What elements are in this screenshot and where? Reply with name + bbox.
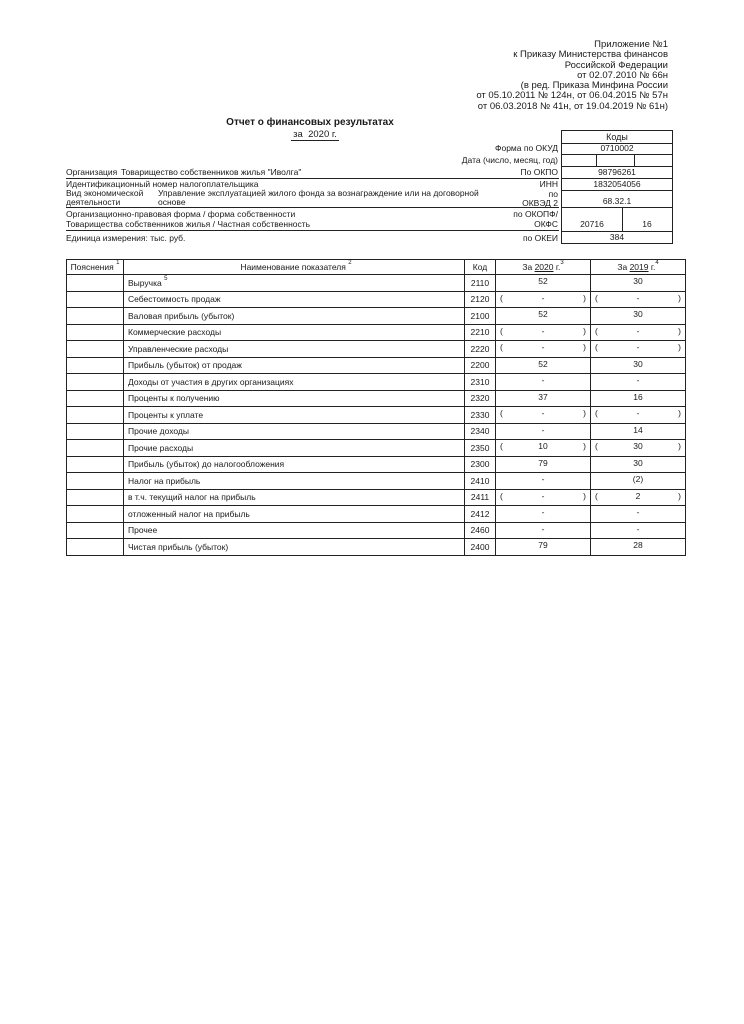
inn-label: ИНН [539,179,558,189]
row-previous-value: 30 [591,308,686,325]
row-notes [67,473,124,490]
okopf-label [470,209,558,229]
row-previous-value: - [591,506,686,523]
header-code: Код [465,260,496,275]
table-row [67,456,686,473]
row-previous-value: ( ) - [591,324,686,341]
row-notes [67,275,124,292]
row-code: 2210 [465,324,496,341]
row-code: 2200 [465,357,496,374]
appendix-line: Приложение №1 [594,39,668,50]
okud-code: 0710002 [561,143,673,155]
appendix-line: от 02.07.2010 № 66н [577,69,668,81]
okopf-label-line: ОКФС [534,219,558,229]
table-header-row [67,260,686,275]
row-previous-value: 30 [591,357,686,374]
row-code: 2120 [465,291,496,308]
codes-header: Коды [561,130,673,144]
table-row [67,506,686,523]
table-row [67,341,686,358]
row-name: Проценты к уплате [124,407,465,424]
legal-form-underline [66,230,559,231]
header-notes: Пояснения $^1$ [67,260,124,275]
row-current-value: - [496,423,591,440]
table-row [67,539,686,556]
row-name: отложенный налог на прибыль [124,506,465,523]
row-previous-value: (2) [591,473,686,490]
activity-label [66,189,143,207]
okei-label: по ОКЕИ [522,233,558,243]
row-notes [67,308,124,325]
row-code: 2220 [465,341,496,358]
row-notes [67,423,124,440]
okopf-okfs-code [561,208,673,232]
row-current-value: 79 [496,539,591,556]
activity-line: основе [158,197,186,207]
appendix-note [476,40,668,112]
appendix-line: Российской Федерации [564,59,668,71]
row-current-value: 52 [496,308,591,325]
activity-line: Управление эксплуатацией жилого фонда за вознаграждение или на договорной [158,188,479,198]
table-row [67,423,686,440]
row-code: 2460 [465,522,496,539]
row-name: Налог на прибыль [124,473,465,490]
row-current-value: 37 [496,390,591,407]
row-current-value: ( ) 10 [496,440,591,457]
okved-label-line: ОКВЭД 2 [522,198,558,208]
row-previous-value: - [591,374,686,391]
table-row [67,522,686,539]
row-name: Выручка $^5$ [124,275,465,292]
report-period [270,129,360,140]
table-row [67,324,686,341]
row-code: 2100 [465,308,496,325]
okved-label [470,190,558,208]
table-row [67,489,686,506]
row-name: Себестоимость продаж [124,291,465,308]
row-current-value: - [496,506,591,523]
row-notes [67,522,124,539]
table-row [67,440,686,457]
row-notes [67,357,124,374]
row-name: Валовая прибыль (убыток) [124,308,465,325]
unit-text: Единица измерения: тыс. руб. [66,233,186,243]
header-name: Наименование показателя $^2$ [124,260,465,275]
row-code: 2310 [465,374,496,391]
header-previous-year: За 2019 г.$^4$ [591,260,686,275]
okpo-code: 98796261 [561,167,673,179]
row-current-value: 52 [496,275,591,292]
row-previous-value: - [591,522,686,539]
row-notes [67,489,124,506]
row-name: Прочие доходы [124,423,465,440]
row-code: 2400 [465,539,496,556]
row-notes [67,390,124,407]
table-row [67,407,686,424]
row-name: Доходы от участия в других организациях [124,374,465,391]
row-code: 2320 [465,390,496,407]
row-name: Прочее [124,522,465,539]
row-previous-value: 28 [591,539,686,556]
row-code: 2410 [465,473,496,490]
appendix-line: от 05.10.2011 № 124н, от 06.04.2015 № 57н [476,90,668,102]
okpo-label: По ОКПО [520,167,558,177]
period-value: 2020 г. [308,129,337,140]
row-notes [67,324,124,341]
row-current-value: ( ) - [496,324,591,341]
row-current-value: 79 [496,456,591,473]
row-notes [67,291,124,308]
legal-form-value: Товарищества собственников жилья / Частная собственность [66,219,311,229]
activity-label-line: деятельности [66,197,121,207]
activity-value [158,189,479,207]
row-code: 2300 [465,456,496,473]
row-previous-value: ( ) 30 [591,440,686,457]
row-current-value: - [496,473,591,490]
row-code: 2350 [465,440,496,457]
financial-results-table [66,259,686,556]
period-prefix: за [293,129,303,140]
row-name: Управленческие расходы [124,341,465,358]
row-notes [67,374,124,391]
table-row [67,357,686,374]
appendix-line: от 06.03.2018 № 41н, от 19.04.2019 № 61н) [477,100,668,112]
table-row [67,291,686,308]
row-previous-value: 16 [591,390,686,407]
row-notes [67,456,124,473]
okved-label-line: по [548,189,558,199]
row-notes [67,440,124,457]
appendix-line: к Приказу Министерства финансов [513,49,668,61]
row-name: Прибыль (убыток) от продаж [124,357,465,374]
row-notes [67,341,124,358]
row-code: 2330 [465,407,496,424]
row-previous-value: ( ) - [591,341,686,358]
row-current-value: ( ) - [496,291,591,308]
row-previous-value: 14 [591,423,686,440]
report-title: Отчет о финансовых результатах [226,117,394,128]
row-current-value: ( ) - [496,489,591,506]
inn-text: Идентификационный номер налогоплательщика [66,179,259,189]
table-row [67,374,686,391]
row-name: Прибыль (убыток) до налогообложения [124,456,465,473]
date-label: Дата (число, месяц, год) [461,155,558,165]
org-label: Организация [66,167,118,177]
okud-label: Форма по ОКУД [495,143,558,153]
okved-code: 68.32.1 [561,191,673,208]
activity-label-line: Вид экономической [66,188,144,198]
row-current-value: ( ) - [496,407,591,424]
row-code: 2412 [465,506,496,523]
row-name: в т.ч. текущий налог на прибыль [124,489,465,506]
row-code: 2411 [465,489,496,506]
row-previous-value: ( ) - [591,291,686,308]
row-current-value: ( ) - [496,341,591,358]
legal-form-text: Организационно-правовая форма / форма собственности [66,209,296,219]
org-name: Товарищество собственников жилья "Иволга" [121,167,302,177]
row-name: Коммерческие расходы [124,324,465,341]
header-current-year: За 2020 г.$^3$ [496,260,591,275]
inn-code: 1832054056 [561,179,673,191]
okfs-code: 16 [642,219,652,229]
row-previous-value: 30 [591,275,686,292]
row-name: Проценты к получению [124,390,465,407]
table-row [67,275,686,292]
row-current-value: - [496,522,591,539]
date-code [561,155,673,167]
okopf-label-line: по ОКОПФ/ [513,209,558,219]
row-previous-value: ( ) - [591,407,686,424]
table-row [67,473,686,490]
row-notes [67,506,124,523]
table-row [67,390,686,407]
row-notes [67,407,124,424]
activity-underline [66,207,559,208]
row-current-value: - [496,374,591,391]
row-name: Чистая прибыль (убыток) [124,539,465,556]
row-previous-value: ( ) 2 [591,489,686,506]
row-code: 2110 [465,275,496,292]
appendix-line: (в ред. Приказа Минфина России [520,80,668,92]
row-previous-value: 30 [591,456,686,473]
row-code: 2340 [465,423,496,440]
table-row [67,308,686,325]
row-name: Прочие расходы [124,440,465,457]
row-notes [67,539,124,556]
okei-code: 384 [561,232,673,244]
okopf-code: 20716 [580,219,604,229]
row-current-value: 52 [496,357,591,374]
